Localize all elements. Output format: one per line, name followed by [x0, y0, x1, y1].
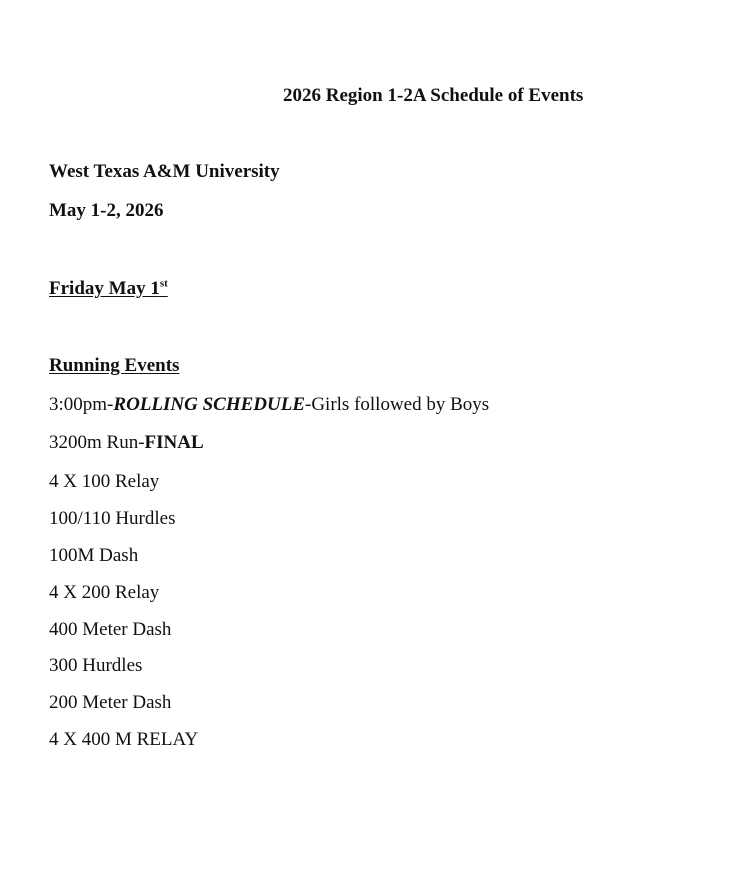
event-item	[49, 432, 204, 454]
event-item: 400 Meter Dash	[49, 619, 172, 640]
schedule-note	[49, 394, 489, 416]
section-heading: Running Events	[49, 355, 180, 376]
event-item: 4 X 200 Relay	[49, 582, 160, 603]
schedule-note-time: 3:00pm-	[49, 394, 114, 415]
day-heading-suffix: st	[159, 277, 168, 290]
event-name: 3200m Run-	[49, 432, 145, 453]
event-dates: May 1-2, 2026	[49, 200, 164, 221]
event-round: FINAL	[144, 432, 204, 453]
document-title: 2026 Region 1-2A Schedule of Events	[283, 85, 584, 106]
event-item: 300 Hurdles	[49, 655, 143, 676]
event-item: 100/110 Hurdles	[49, 508, 176, 529]
event-item: 4 X 100 Relay	[49, 471, 160, 492]
venue: West Texas A&M University	[49, 161, 280, 182]
schedule-note-emphasis: ROLLING SCHEDULE	[113, 394, 305, 415]
event-item: 100M Dash	[49, 545, 139, 566]
schedule-note-detail: -Girls followed by Boys	[305, 394, 490, 415]
day-heading	[49, 278, 168, 300]
event-item: 4 X 400 M RELAY	[49, 729, 199, 750]
event-item: 200 Meter Dash	[49, 692, 172, 713]
day-heading-text: Friday May 1	[49, 278, 160, 299]
